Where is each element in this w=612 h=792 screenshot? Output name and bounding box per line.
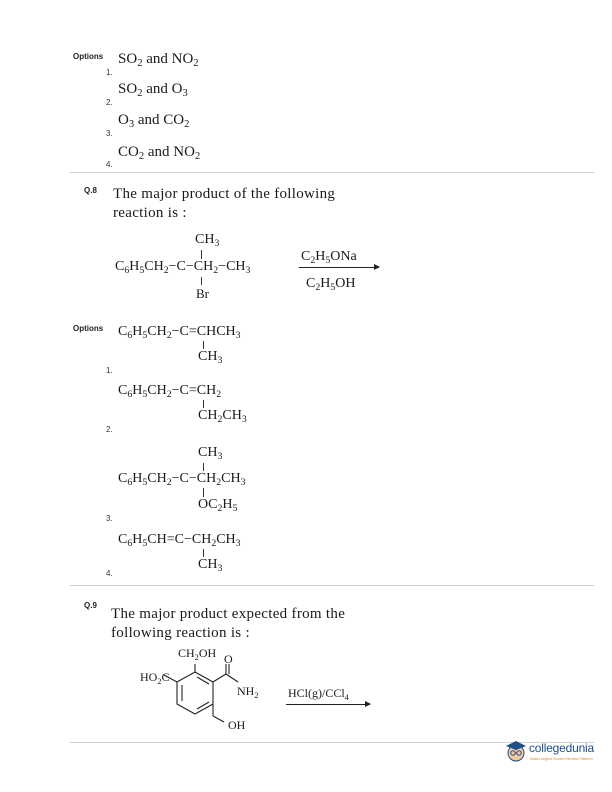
q8-reactant-top-bond [201,250,202,259]
q8-option-3-bottom-bond [203,488,204,497]
brand-tagline: India's largest Student Review Platform [530,757,593,761]
q9-reaction-arrow [286,704,370,705]
q8-option-2[interactable] [118,381,298,429]
q8-question-text [113,185,335,223]
q8-option-4-sub-group: $CH_3$ [198,557,223,574]
q8-option-3-top-group: $CH_3$ [198,445,223,462]
q7-option-2[interactable]: $SO_2$ and $O_3$ [118,81,188,99]
q9-carbonyl-o: O [224,652,233,666]
q8-option-2-sub-group: $CH_2CH_3$ [198,408,247,425]
q8-option-3-number: 3. [106,514,113,523]
q9-nh2-group: $NH_2$ [237,684,259,700]
q8-question-line-2: reaction is : [113,205,187,221]
q8-option-3-main: $C_6H_5CH_2-C-CH_2CH_3$ [118,471,246,488]
q8-option-4-bond [203,549,204,557]
q8-option-2-bond [203,400,204,408]
q7-option-3[interactable]: $O_3$ and $CO_2$ [118,112,190,130]
q9-reagent: HCl(g)/CCl$_4$ [288,686,349,702]
q7-option-3-number: 3. [106,129,113,138]
divider-q8-q9 [70,585,594,586]
q8-option-2-main: $C_6H_5CH_2-C=CH_2$ [118,383,222,400]
q8-option-1-bond [203,341,204,349]
q8-option-2-number: 2. [106,425,113,434]
q8-option-1-main: $C_6H_5CH_2-C=CHCH_3$ [118,324,241,341]
q8-option-3-top-bond [203,463,204,471]
brand-name: collegedunia [529,741,594,755]
q7-option-2-number: 2. [106,98,113,107]
q7-option-4[interactable]: $CO_2$ and $NO_2$ [118,144,201,162]
q8-reactant-bottom-bond [201,277,202,285]
q8-reagent-top: $C_2H_5ONa$ [301,249,357,266]
q9-oh-group: OH [228,718,246,732]
q8-option-1-number: 1. [106,366,113,375]
q8-reactant-top-group: $CH_3$ [195,232,220,249]
q9-question-line-1: The major product expected from the [111,606,346,622]
q7-options-label: Options [73,52,104,61]
q8-option-4-main: $C_6H_5CH=C-CH_2CH_3$ [118,532,241,549]
collegedunia-logo[interactable] [504,738,608,768]
q8-option-1-sub-group: $CH_3$ [198,349,223,366]
q9-ch2oh-group: $CH_2OH$ [178,646,217,662]
q9-benzene-ring [140,650,390,738]
graduate-icon [504,739,528,763]
q8-reaction-arrow [299,267,379,268]
q9-label: Q.9 [84,601,97,610]
q8-reactant-chain: $C_6H_5CH_2-C-CH_2-CH_3$ [115,259,251,276]
q8-option-1[interactable] [118,322,298,370]
q7-option-4-number: 4. [106,160,113,169]
q8-reagent-bottom: $C_2H_5OH$ [306,276,356,293]
q8-options-label: Options [73,324,104,333]
q8-option-4[interactable] [118,530,298,578]
q8-option-3[interactable] [118,445,298,521]
q9-ho2c-group: $HO_2C$ [140,670,170,686]
q7-option-1[interactable]: $SO_2$ and $NO_2$ [118,51,199,69]
q9-question-text [111,605,345,643]
q7-option-1-number: 1. [106,68,113,77]
q8-reactant-bottom-group: Br [196,286,209,301]
q8-option-4-number: 4. [106,569,113,578]
divider-q7-q8 [70,172,594,173]
q8-question-line-1: The major product of the following [113,186,336,202]
q9-reactant-structure [140,646,390,738]
q9-question-line-2: following reaction is : [111,625,250,641]
q8-option-3-sub-group: $OC_2H_5$ [198,497,238,514]
q8-label: Q.8 [84,186,97,195]
